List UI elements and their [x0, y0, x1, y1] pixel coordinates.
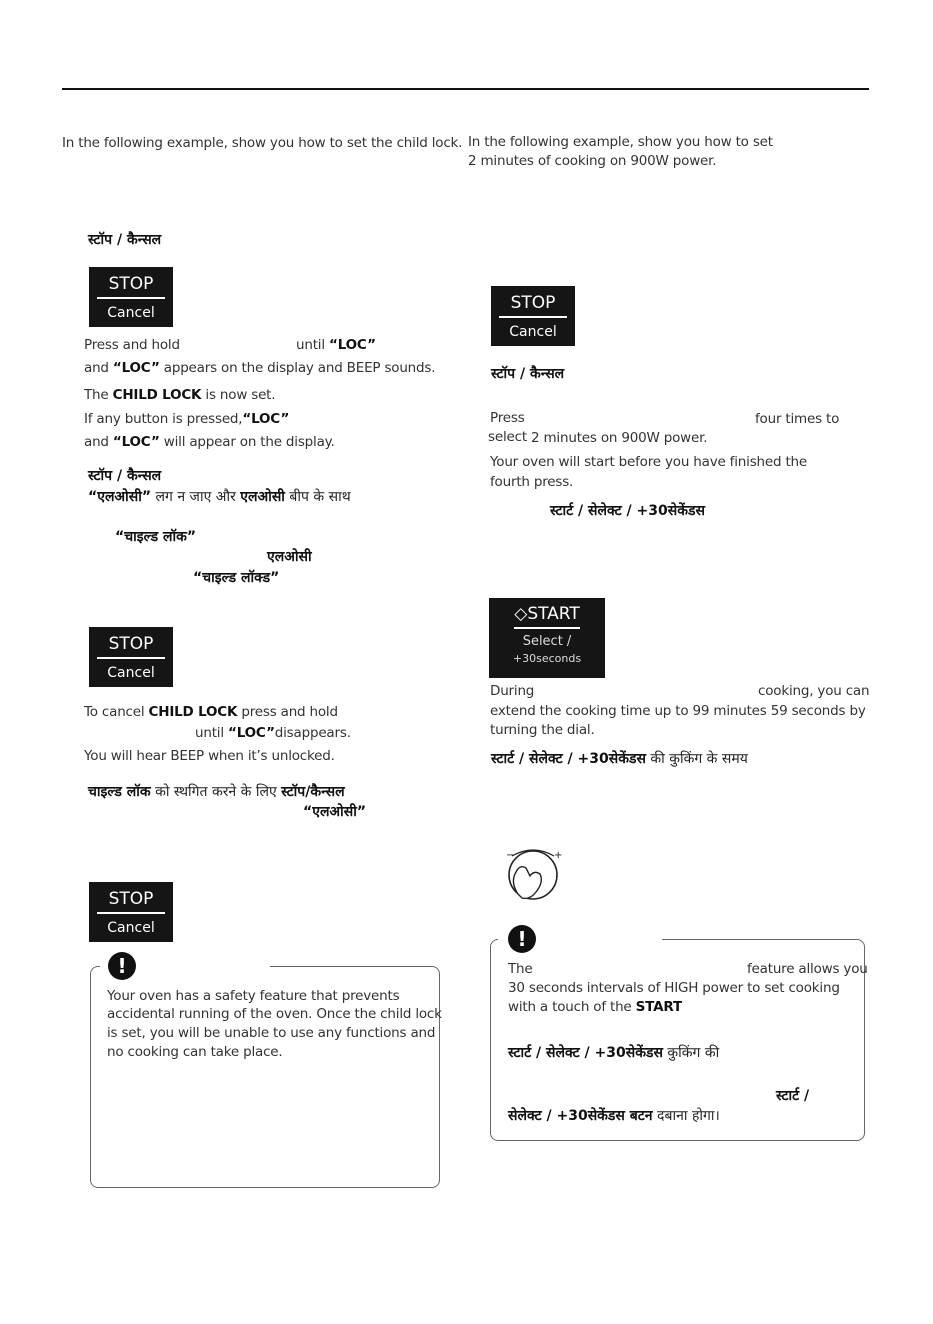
button-divider [514, 627, 580, 629]
left-hindi-1-line3: “चाइल्ड लॉक” [115, 529, 197, 545]
cancel-label: Cancel [107, 305, 155, 321]
right-note-hindi-1: स्टार्ट / सेलेक्ट / +30सेकेंडस कुकिंग की [508, 1045, 720, 1061]
left-step1-line2: and “LOC” appears on the display and BEEP sounds. [84, 360, 436, 376]
left-step1-line1b: until “LOC” [296, 337, 376, 353]
stop-label: STOP [510, 293, 556, 313]
right-step1-line2b: 2 minutes on 900W power. [531, 430, 708, 446]
header-rule [62, 88, 869, 90]
right-hindi-key-2: स्टार्ट / सेलेक्ट / +30सेकेंडस [550, 503, 705, 519]
right-note-hindi-3: सेलेक्ट / +30सेकेंडस बटन दबाना होगा। [508, 1108, 720, 1124]
start-label: ◇START [514, 604, 580, 624]
right-note-line1a: The [508, 961, 533, 977]
right-note-line2: 30 seconds intervals of HIGH power to set cooking [508, 980, 840, 996]
right-step1-line4: fourth press. [490, 474, 574, 490]
left-step2-line3: You will hear BEEP when it’s unlocked. [84, 748, 335, 764]
left-hindi-2-line1: चाइल्ड लॉक को स्थगित करने के लिए स्टॉप/कैन्सल [88, 784, 345, 800]
right-step1-line1b: four times to [755, 411, 840, 427]
button-divider [97, 912, 165, 914]
right-note-line3: with a touch of the START [508, 999, 682, 1015]
button-divider [97, 657, 165, 659]
left-step1-line5: and “LOC” will appear on the display. [84, 434, 335, 450]
left-note-line2: accidental running of the oven. Once the child lock [107, 1006, 442, 1022]
right-step2-line1b: cooking, you can [758, 683, 870, 699]
right-step2-line3: turning the dial. [490, 722, 595, 738]
left-hindi-1-line1: स्टॉप / कैन्सल [88, 468, 162, 484]
right-hindi-1: स्टार्ट / सेलेक्ट / +30सेकेंडस की कुकिंग के समय [491, 751, 748, 767]
warning-icon: ! [108, 952, 136, 980]
cancel-label: Cancel [107, 920, 155, 936]
warning-icon: ! [508, 925, 536, 953]
left-hindi-1-line5: “चाइल्ड लॉक्ड” [193, 570, 280, 586]
right-note-hindi-2: स्टार्ट / [776, 1088, 810, 1104]
svg-text:−: − [506, 850, 515, 861]
right-note-line1b: feature allows you [747, 961, 868, 977]
left-step2-line1: To cancel CHILD LOCK press and hold [84, 704, 338, 720]
stop-label: STOP [108, 634, 154, 654]
stop-label: STOP [108, 274, 154, 294]
stop-cancel-button-3[interactable] [89, 882, 173, 942]
left-hindi-key: स्टॉप / कैन्सल [88, 232, 162, 248]
right-step1-line3: Your oven will start before you have finished the [490, 454, 808, 470]
left-step1-line3: The CHILD LOCK is now set. [84, 387, 276, 403]
left-note-line1: Your oven has a safety feature that prevents [107, 988, 400, 1004]
select-label: Select / [522, 634, 572, 649]
stop-label: STOP [108, 889, 154, 909]
cancel-label: Cancel [509, 324, 557, 340]
left-intro: In the following example, show you how to set the child lock. [62, 135, 463, 151]
right-hindi-key: स्टॉप / कैन्सल [491, 366, 565, 382]
left-note-line3: is set, you will be unable to use any functions and [107, 1025, 436, 1041]
left-note-line4: no cooking can take place. [107, 1044, 283, 1060]
left-hindi-1-line2: “एलओसी” लग न जाए और एलओसी बीप के साथ [88, 489, 351, 505]
stop-cancel-button-4[interactable] [491, 286, 575, 346]
left-step1-line4: If any button is pressed,“LOC” [84, 411, 290, 427]
left-hindi-1-line4: एलओसी [267, 549, 312, 565]
right-step2-line2: extend the cooking time up to 99 minutes 59 seconds by [490, 703, 866, 719]
stop-cancel-button[interactable] [89, 267, 173, 327]
right-step1-line2a: select [488, 429, 527, 445]
left-step1-line1: Press and hold [84, 337, 180, 353]
left-hindi-2-line2: “एलओसी” [303, 804, 367, 820]
right-intro-line2: 2 minutes of cooking on 900W power. [468, 153, 717, 169]
right-step2-line1a: During [490, 683, 535, 699]
right-intro-line1: In the following example, show you how to set [468, 134, 773, 150]
start-select-button[interactable] [489, 598, 605, 678]
left-step2-line2: until “LOC”disappears. [195, 725, 351, 741]
svg-text:+: + [554, 850, 562, 861]
button-divider [97, 297, 165, 299]
stop-cancel-button-2[interactable] [89, 627, 173, 687]
plus30-label: +30seconds [512, 652, 582, 665]
dial-hand-icon [500, 842, 562, 904]
cancel-label: Cancel [107, 665, 155, 681]
right-step1-line1a: Press [490, 410, 525, 426]
button-divider [499, 316, 567, 318]
start-diamond-icon: ◇ [514, 604, 528, 624]
